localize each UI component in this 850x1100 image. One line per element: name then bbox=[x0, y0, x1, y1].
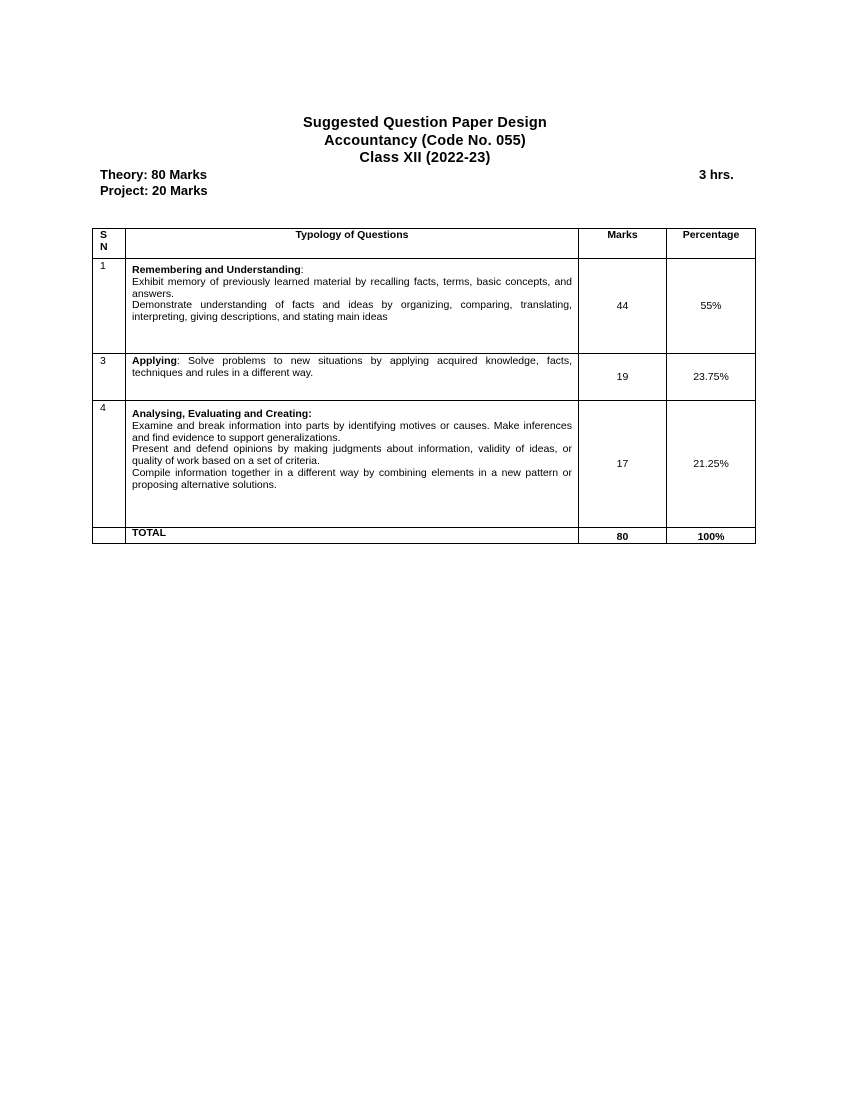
row-percentage: 23.75% bbox=[667, 354, 756, 401]
question-design-table bbox=[92, 228, 756, 544]
row-sn: 3 bbox=[93, 354, 126, 401]
header-percentage: Percentage bbox=[667, 229, 756, 259]
row-sn: 1 bbox=[93, 259, 126, 354]
title-subject: Accountancy (Code No. 055) bbox=[324, 132, 526, 149]
row-percentage: 55% bbox=[667, 259, 756, 354]
table-row bbox=[93, 354, 756, 401]
row-description: Compile information together in a different way by combining elements in a new pattern or proposing alternative solutions. bbox=[132, 466, 572, 491]
row-marks: 19 bbox=[579, 354, 667, 401]
row-marks: 44 bbox=[579, 259, 667, 354]
total-marks: 80 bbox=[579, 528, 667, 544]
header-sn: S N bbox=[93, 229, 126, 259]
total-row bbox=[93, 528, 756, 544]
table-header-row bbox=[93, 229, 756, 259]
total-sn bbox=[93, 528, 126, 544]
row-heading: Analysing, Evaluating and Creating: bbox=[132, 408, 312, 420]
total-percentage: 100% bbox=[667, 528, 756, 544]
project-marks: Project: 20 Marks bbox=[100, 182, 208, 198]
row-heading: Applying bbox=[132, 355, 177, 367]
duration: 3 hrs. bbox=[699, 167, 734, 182]
row-percentage: 21.25% bbox=[667, 401, 756, 528]
row-heading: Remembering and Understanding bbox=[132, 264, 301, 276]
row-typology bbox=[126, 354, 579, 401]
row-description: Present and defend opinions by making judgments about information, validity of ideas, or quality of work based on a set of criteria. bbox=[132, 443, 572, 468]
title-suggested-design: Suggested Question Paper Design bbox=[303, 115, 547, 131]
table-row bbox=[93, 259, 756, 354]
row-marks: 17 bbox=[579, 401, 667, 528]
marks-info bbox=[100, 167, 208, 198]
title-class: Class XII (2022-23) bbox=[359, 150, 491, 166]
header-marks: Marks bbox=[579, 229, 667, 259]
row-sn: 4 bbox=[93, 401, 126, 528]
document-title-block bbox=[0, 115, 850, 168]
header-typology: Typology of Questions bbox=[126, 229, 579, 259]
row-typology: Remembering and Understanding: Exhibit memory of previously learned material by recalling facts, terms, basic concepts, and answers. Demonstrate understanding of facts and ideas by organizing, comparing, translating, interpreting, giving descriptions, and stating main ideas bbox=[126, 259, 579, 354]
row-description: Exhibit memory of previously learned material by recalling facts, terms, basic concepts, and answers. bbox=[132, 275, 572, 300]
theory-marks: Theory: 80 Marks bbox=[100, 167, 207, 182]
total-label: TOTAL bbox=[126, 528, 579, 544]
row-description: Demonstrate understanding of facts and ideas by organizing, comparing, translating, interpreting, giving descriptions, and stating main ideas bbox=[132, 299, 572, 324]
row-typology bbox=[126, 401, 579, 528]
table-row bbox=[93, 401, 756, 528]
row-description: Examine and break information into parts by identifying motives or causes. Make inferences and find evidence to support generalizations. bbox=[132, 419, 572, 444]
row-description: : Solve problems to new situations by applying acquired knowledge, facts, techniques and rules in a different way. bbox=[132, 355, 572, 379]
